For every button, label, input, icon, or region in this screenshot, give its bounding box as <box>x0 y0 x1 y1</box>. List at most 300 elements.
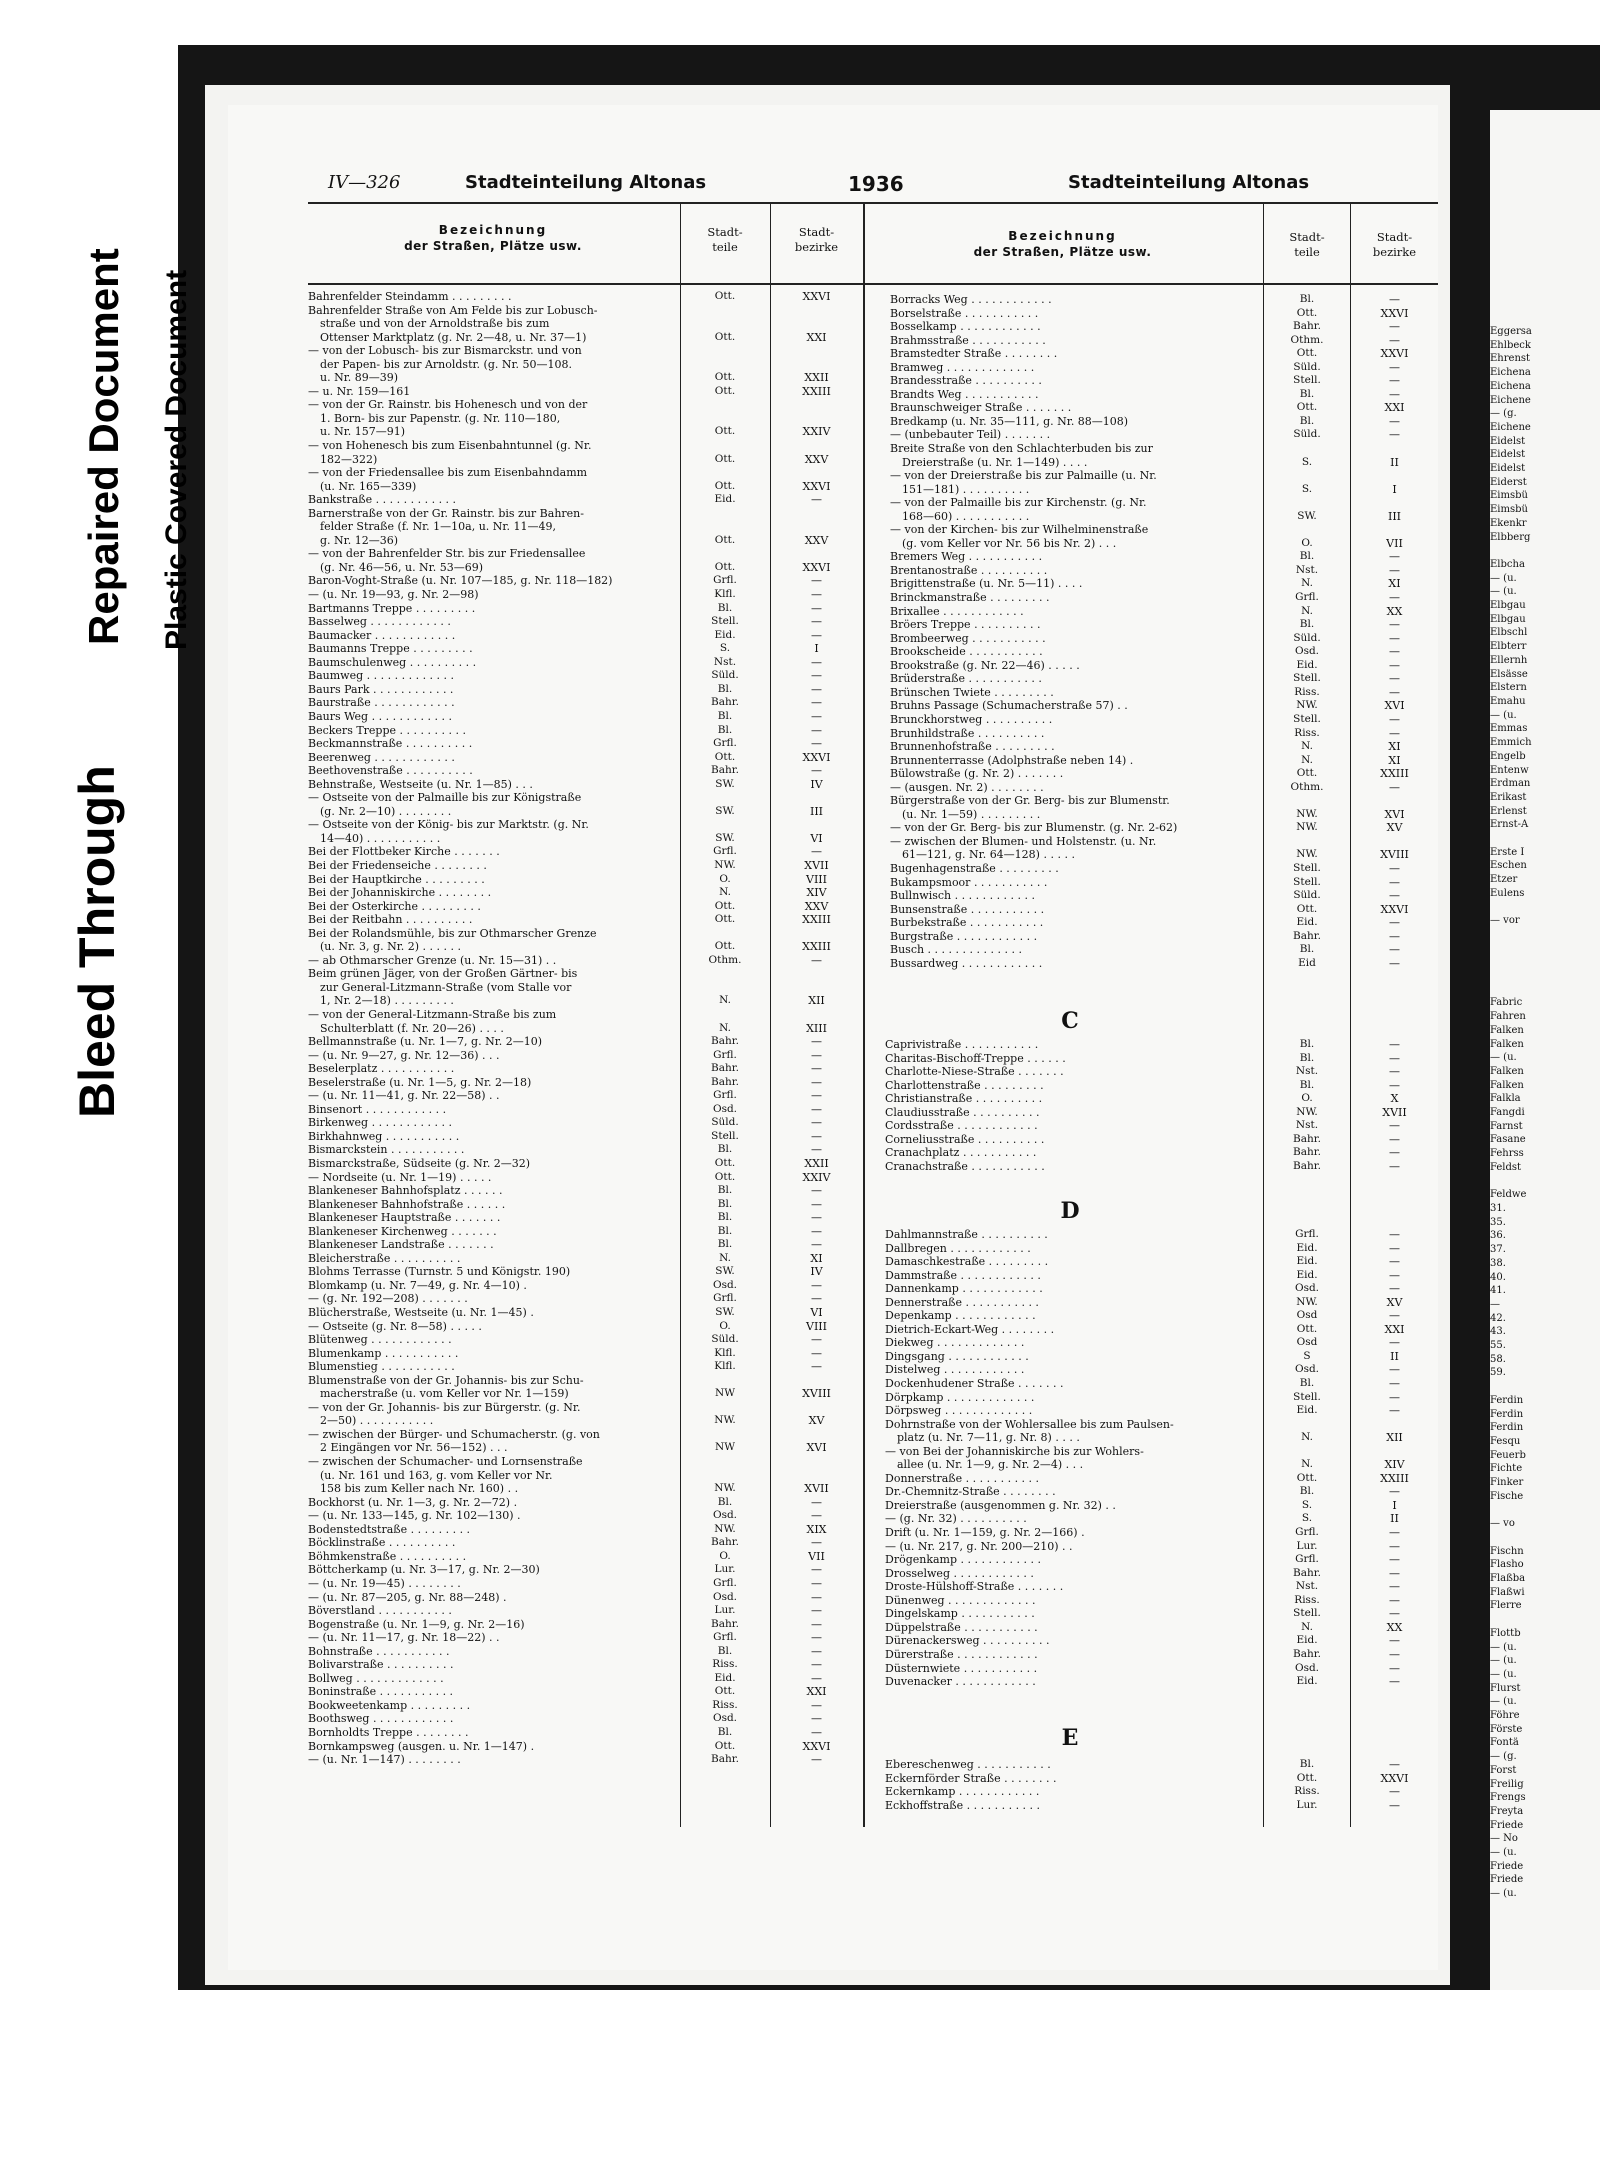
street-name: Brahmsstraße . . . . . . . . . . . <box>890 333 1046 347</box>
stadtteil-cell: Ott. <box>714 384 736 397</box>
bezirk-cell: — <box>811 845 822 859</box>
street-name: Donnerstraße . . . . . . . . . . . <box>885 1471 1040 1485</box>
stadtteil-cell: Eid. <box>714 628 736 641</box>
bezirk-cell: XXVI <box>802 290 831 303</box>
bezirk-cell: — <box>1389 1241 1400 1255</box>
bezirk-cell: XXI <box>1384 401 1405 415</box>
table-row <box>890 374 1438 388</box>
bezirk-cell: — <box>1389 1526 1400 1540</box>
bezirk-cell: XVII <box>1382 1105 1407 1119</box>
stadtteil-cell: SW. <box>715 777 735 790</box>
stadtteil-cell: Bl. <box>717 1495 733 1508</box>
col-header-name-line2: der Straßen, Plätze usw. <box>973 245 1152 259</box>
bezirk-cell: — <box>811 1563 822 1577</box>
street-name: Blumenstraße von der Gr. Johannis- bis zur Schu- <box>308 1373 584 1387</box>
street-name: Brunhildstraße . . . . . . . . . . <box>890 726 1045 740</box>
bezirk-cell: — <box>1389 645 1400 659</box>
table-header-rule <box>308 283 1438 285</box>
street-name: Dörpsweg . . . . . . . . . . . . . <box>885 1404 1033 1418</box>
facing-page-line: 58. <box>1490 1353 1506 1365</box>
table-row <box>890 943 1438 957</box>
facing-page-line: Engelb <box>1490 750 1526 762</box>
stadtteil-cell: Bahr. <box>1293 1132 1321 1145</box>
table-row <box>308 290 863 304</box>
stadtteil-cell: N. <box>1301 1620 1313 1633</box>
stadtteil-cell: SW. <box>715 1306 735 1319</box>
street-name: Blankeneser Kirchenweg . . . . . . . <box>308 1224 497 1238</box>
table-row <box>308 900 863 914</box>
facing-page-line: Elbgau <box>1490 613 1526 625</box>
facing-page-line: Ellernh <box>1490 654 1528 666</box>
stadtteil-cell: Riss. <box>1294 1593 1320 1606</box>
street-name: Bahrenfelder Straße von Am Felde bis zur Lobusch- <box>308 303 598 317</box>
bezirk-cell: XIII <box>806 1021 827 1035</box>
table-row <box>890 442 1438 456</box>
table-row <box>308 1157 863 1171</box>
street-name: 1, Nr. 2—18) . . . . . . . . . <box>320 994 454 1008</box>
street-name: straße und von der Arnoldstraße bis zum <box>320 317 550 331</box>
street-name: Brunnenhofstraße . . . . . . . . . <box>890 740 1055 754</box>
bezirk-cell: — <box>1389 1065 1400 1079</box>
stadtteil-cell: Ott. <box>1296 1771 1318 1784</box>
bezirk-cell: XXIII <box>802 384 831 398</box>
facing-page-line: Elbcha <box>1490 558 1525 570</box>
bezirk-cell: — <box>1389 712 1400 726</box>
stadtteil-cell: Eid. <box>1296 658 1318 671</box>
facing-page-line: — (u. <box>1490 1847 1517 1859</box>
street-name: — Ostseite von der Palmaille bis zur Königstraße <box>308 791 582 805</box>
table-row <box>308 371 863 385</box>
street-name: Blohms Terrasse (Turnstr. 5 und Königstr. 190) <box>308 1265 571 1279</box>
table-row <box>308 507 863 521</box>
table-row <box>308 696 863 710</box>
table-row <box>308 1441 863 1455</box>
facing-page-line <box>1490 901 1600 915</box>
table-row <box>890 754 1438 768</box>
table-row <box>890 577 1438 591</box>
stadtteil-cell: Osd. <box>712 1509 738 1522</box>
stadtteil-cell: N. <box>1301 1458 1313 1471</box>
table-row <box>890 428 1438 442</box>
table-row <box>890 456 1438 470</box>
col-header-stadtteile-line2: teile <box>712 240 738 254</box>
street-name: — (u. Nr. 133—145, g. Nr. 102—130) . <box>308 1509 521 1523</box>
bezirk-cell: — <box>1389 360 1400 374</box>
stadtteil-cell: Ott. <box>714 330 736 343</box>
stadtteil-cell: N. <box>1301 1431 1313 1444</box>
bezirk-cell: — <box>811 737 822 751</box>
facing-page-line: Ferdin <box>1490 1422 1524 1434</box>
col-header-stadtteile-line2: teile <box>1294 245 1320 259</box>
stadtteil-cell: Bl. <box>1299 618 1315 631</box>
street-name: — von der Palmaille bis zur Kirchenstr. (g. Nr. <box>890 496 1147 510</box>
bezirk-cell: XXV <box>804 533 829 547</box>
table-row <box>308 913 863 927</box>
facing-page-line: Ferdin <box>1490 1394 1524 1406</box>
bezirk-cell: — <box>1389 563 1400 577</box>
running-title-left: Stadteinteilung Altonas <box>465 172 707 193</box>
stadtteil-cell: Bahr. <box>711 1062 739 1075</box>
stadtteil-cell: O. <box>719 872 731 885</box>
table-row <box>308 1712 863 1726</box>
stadtteil-cell: NW. <box>714 858 736 871</box>
stadtteil-cell: Riss. <box>712 1658 738 1671</box>
table-row <box>308 1171 863 1185</box>
stadtteil-cell: Bl. <box>1299 1485 1315 1498</box>
table-row <box>308 886 863 900</box>
table-row <box>308 805 863 819</box>
street-name: Cranachstraße . . . . . . . . . . . <box>885 1159 1045 1173</box>
table-row <box>885 1418 1438 1432</box>
bezirk-cell: — <box>1389 550 1400 564</box>
table-row <box>890 618 1438 632</box>
stadtteil-cell: Othm. <box>708 953 742 966</box>
street-name: Böcklinstraße . . . . . . . . . . <box>308 1536 456 1550</box>
bezirk-cell: — <box>811 1048 822 1062</box>
street-name: Bodenstedtstraße . . . . . . . . . <box>308 1522 471 1536</box>
table-row <box>308 1333 863 1347</box>
label-plastic-covered: Plastic Covered Document <box>160 269 193 650</box>
table-row <box>308 1753 863 1767</box>
table-row <box>308 1184 863 1198</box>
facing-page-line: Forst <box>1490 1764 1517 1776</box>
stadtteil-cell: Süld. <box>1293 631 1321 644</box>
street-name: Diekweg . . . . . . . . . . . . . <box>885 1336 1025 1350</box>
bezirk-cell: — <box>1389 1647 1400 1661</box>
bezirk-cell: — <box>811 1671 822 1685</box>
col-header-name-line2: der Straßen, Plätze usw. <box>404 239 582 253</box>
stadtteil-cell: Ott. <box>714 479 736 492</box>
stadtteil-cell: NW. <box>1296 1295 1318 1308</box>
stadtteil-cell: NW <box>715 1441 735 1454</box>
table-row <box>890 564 1438 578</box>
bezirk-cell: XXVI <box>802 560 831 574</box>
bezirk-cell: — <box>1389 929 1400 943</box>
stadtteil-cell: Grfl. <box>713 1292 737 1305</box>
street-name: Bookweetenkamp . . . . . . . . . <box>308 1698 471 1712</box>
bezirk-cell: — <box>1389 861 1400 875</box>
street-name: Bei der Johanniskirche . . . . . . . . <box>308 886 492 900</box>
facing-page-line: Feldst <box>1490 1161 1522 1173</box>
facing-page-line <box>1490 983 1600 997</box>
stadtteil-cell: Bl. <box>1299 1078 1315 1091</box>
street-name: Bullnwisch . . . . . . . . . . . . <box>890 889 1036 903</box>
facing-page-line: Elstern <box>1490 682 1527 694</box>
stadtteil-cell: O. <box>1301 1092 1313 1105</box>
col-header-stadtteile <box>682 225 768 255</box>
label-bleed-through: Bleed Through <box>69 765 125 1118</box>
facing-page-line: Fabric <box>1490 997 1523 1009</box>
stadtteil-cell: NW. <box>1296 848 1318 861</box>
facing-page-line: 55. <box>1490 1340 1506 1352</box>
table-row <box>885 1445 1438 1459</box>
table-row <box>308 1143 863 1157</box>
street-name: Dreierstraße (ausgenommen g. Nr. 32) . . <box>885 1498 1116 1512</box>
stadtteil-cell: NW. <box>1296 807 1318 820</box>
street-name: — (u. Nr. 19—93, g. Nr. 2—98) <box>308 588 479 602</box>
street-name: Schulterblatt (f. Nr. 20—26) . . . . <box>320 1021 504 1035</box>
table-row <box>890 334 1438 348</box>
bezirk-cell: XXVI <box>802 750 831 764</box>
table-row <box>308 832 863 846</box>
table-row <box>308 1523 863 1537</box>
street-name: Bosselkamp . . . . . . . . . . . . <box>890 320 1041 334</box>
street-name: 151—181) . . . . . . . . . . <box>902 482 1030 496</box>
table-row <box>308 385 863 399</box>
table-row <box>308 425 863 439</box>
bezirk-cell: — <box>1389 293 1400 306</box>
street-name: Brunckhorstweg . . . . . . . . . . <box>890 712 1053 726</box>
bezirk-cell: — <box>811 574 822 588</box>
street-name: Bei der Reitbahn . . . . . . . . . . <box>308 913 473 927</box>
bezirk-cell: — <box>1389 916 1400 930</box>
street-name: Brandesstraße . . . . . . . . . . <box>890 374 1042 388</box>
bezirk-cell: — <box>1389 1336 1400 1350</box>
facing-page-line: Falken <box>1490 1065 1524 1077</box>
table-row <box>890 320 1438 334</box>
street-name: Eckernförder Straße . . . . . . . . <box>885 1771 1057 1785</box>
facing-page-top-space <box>1490 110 1600 325</box>
street-name: Bollweg . . . . . . . . . . . . . <box>308 1671 444 1685</box>
street-name: Barnerstraße von der Gr. Rainstr. bis zur Bahren- <box>308 506 584 520</box>
street-name: — (u. Nr. 11—41, g. Nr. 22—58) . . <box>308 1089 500 1103</box>
facing-page-line: Eidelst <box>1490 463 1526 475</box>
facing-page-line: Fischn <box>1490 1545 1524 1557</box>
stadtteil-cell: Grfl. <box>1295 1228 1319 1240</box>
street-name: g. Nr. 12—36) <box>320 533 398 547</box>
table-row <box>308 1089 863 1103</box>
stadtteil-cell: Bahr. <box>711 1536 739 1549</box>
facing-page-line: Falkla <box>1490 1093 1521 1105</box>
stadtteil-cell: Bl. <box>717 1238 733 1251</box>
bezirk-cell: — <box>1389 1566 1400 1580</box>
stadtteil-cell: Süld. <box>1293 889 1321 902</box>
table-row <box>308 1740 863 1754</box>
table-row <box>308 1360 863 1374</box>
bezirk-cell: — <box>811 1509 822 1523</box>
bezirk-cell: — <box>811 1698 822 1712</box>
street-name: zur General-Litzmann-Straße (vom Stalle vor <box>320 980 572 994</box>
bezirk-cell: — <box>1389 726 1400 740</box>
bezirk-cell: — <box>1389 658 1400 672</box>
table-row <box>308 859 863 873</box>
street-name: Bukampsmoor . . . . . . . . . . . <box>890 875 1048 889</box>
bezirk-cell: — <box>811 1211 822 1225</box>
bezirk-cell: XVI <box>806 1441 827 1455</box>
bezirk-cell: — <box>1389 1228 1400 1241</box>
facing-page-line: 31. <box>1490 1203 1506 1214</box>
table-row <box>890 307 1438 321</box>
bezirk-cell: — <box>1389 387 1400 401</box>
street-name: Claudiusstraße . . . . . . . . . . <box>885 1105 1040 1119</box>
street-name: Brinckmanstraße . . . . . . . . . <box>890 591 1050 605</box>
table-row <box>885 1621 1438 1635</box>
facing-page-line: 42. <box>1490 1312 1506 1324</box>
facing-page-line: Elsässe <box>1490 668 1528 680</box>
table-row <box>890 699 1438 713</box>
facing-page-line: Flaßba <box>1490 1572 1526 1584</box>
bezirk-cell: XXII <box>804 1157 829 1170</box>
street-name: — (g. Nr. 32) . . . . . . . . . . <box>885 1512 1027 1526</box>
table-row <box>308 1658 863 1672</box>
street-name: Borracks Weg . . . . . . . . . . . . <box>890 293 1052 306</box>
table-row <box>308 710 863 724</box>
stadtteil-cell: Eid. <box>1296 1675 1318 1688</box>
stadtteil-cell: Riss. <box>1294 726 1320 739</box>
facing-page-line: Friede <box>1490 1860 1524 1872</box>
col-header-bezirke-line2: bezirke <box>1372 245 1417 259</box>
street-name: Bankstraße . . . . . . . . . . . . <box>308 493 457 507</box>
stadtteil-cell: Grfl. <box>1295 1526 1319 1539</box>
stadtteil-cell: Bahr. <box>711 1075 739 1088</box>
stadtteil-cell: Ott. <box>714 371 736 384</box>
street-name: Dockenhudener Straße . . . . . . . <box>885 1377 1064 1391</box>
table-row <box>308 940 863 954</box>
stadtteil-cell: N. <box>719 1251 731 1264</box>
street-name: allee (u. Nr. 1—9, g. Nr. 2—4) . . . <box>897 1458 1084 1472</box>
bezirk-cell: — <box>811 1062 822 1076</box>
bezirk-cell: — <box>1389 1404 1400 1418</box>
table-row <box>885 1065 1438 1079</box>
bezirk-cell: — <box>811 601 822 615</box>
bezirk-cell: — <box>811 615 822 629</box>
bezirk-cell: — <box>811 1224 822 1238</box>
bezirk-cell: — <box>811 1604 822 1618</box>
table-row <box>890 876 1438 890</box>
facing-page-line: Flasho <box>1490 1559 1524 1571</box>
stadtteil-cell: Ott. <box>1296 306 1318 319</box>
street-name: Eckhoffstraße . . . . . . . . . . . <box>885 1798 1041 1812</box>
table-row <box>890 550 1438 564</box>
table-row <box>890 293 1438 307</box>
street-name: Depenkamp . . . . . . . . . . . . <box>885 1309 1036 1323</box>
facing-page-line: — <box>1490 1298 1500 1310</box>
stadtteil-cell: Eid. <box>1296 1255 1318 1268</box>
stadtteil-cell: Osd. <box>1294 1661 1320 1674</box>
stadtteil-cell: Lur. <box>714 1604 736 1617</box>
facing-page-line: — (g. <box>1490 1751 1517 1763</box>
table-row <box>308 1604 863 1618</box>
table-row <box>890 672 1438 686</box>
scan-top-margin <box>0 0 1600 45</box>
street-name: Beckmannstraße . . . . . . . . . . <box>308 737 473 751</box>
table-row <box>885 1567 1438 1581</box>
table-row <box>308 615 863 629</box>
bezirk-cell: — <box>1389 1255 1400 1269</box>
bezirk-cell: II <box>1390 1512 1399 1526</box>
bezirk-cell: — <box>1389 943 1400 957</box>
table-row <box>308 344 863 358</box>
street-name: Bei der Hauptkirche . . . . . . . . . <box>308 872 485 886</box>
facing-page-line: Fehrss <box>1490 1148 1524 1160</box>
table-row <box>885 1296 1438 1310</box>
table-row <box>308 1577 863 1591</box>
street-name: Braunschweiger Straße . . . . . . . <box>890 401 1072 415</box>
street-name: — von der General-Litzmann-Straße bis zum <box>308 1007 557 1021</box>
stadtteil-cell: Bl. <box>1299 1038 1315 1050</box>
facing-page-line: Eidelst <box>1490 435 1526 447</box>
table-row <box>885 1092 1438 1106</box>
stadtteil-cell: Bahr. <box>711 1617 739 1630</box>
table-row <box>885 1133 1438 1147</box>
bezirk-cell: XXVI <box>802 479 831 493</box>
bezirk-cell: — <box>811 1725 822 1739</box>
street-name: Böttcherkamp (u. Nr. 3—17, g. Nr. 2—30) <box>308 1563 540 1577</box>
col-divider-center <box>863 202 865 1827</box>
bezirk-cell: — <box>1389 1758 1400 1771</box>
bezirk-cell: — <box>811 1129 822 1143</box>
bezirk-cell: — <box>811 1644 822 1658</box>
table-row <box>308 480 863 494</box>
table-row <box>308 1265 863 1279</box>
street-name: Dallbregen . . . . . . . . . . . . <box>885 1241 1031 1255</box>
facing-page-line <box>1490 1613 1600 1627</box>
stadtteil-cell: Eid. <box>714 493 736 506</box>
table-row <box>308 304 863 318</box>
street-name: Baurs Park . . . . . . . . . . . . <box>308 682 454 696</box>
facing-page-line: Ernst-A <box>1490 819 1529 831</box>
stadtteil-cell: Eid. <box>714 1671 736 1684</box>
table-row <box>308 967 863 981</box>
table-row <box>885 1431 1438 1445</box>
table-row <box>308 398 863 412</box>
table-row <box>308 1428 863 1442</box>
table-row <box>885 1323 1438 1337</box>
street-name: Baurs Weg . . . . . . . . . . . . <box>308 709 453 723</box>
table-row <box>890 415 1438 429</box>
facing-page-line: 43. <box>1490 1326 1506 1338</box>
stadtteil-cell: NW. <box>714 1482 736 1495</box>
street-name: — zwischen der Blumen- und Holstenstr. (u. Nr. <box>890 834 1157 848</box>
street-name: — von der Lobusch- bis zur Bismarckstr. und von <box>308 344 582 358</box>
table-row <box>890 401 1438 415</box>
stadtteil-cell: Riss. <box>1294 685 1320 698</box>
street-name: Beselerstraße (u. Nr. 1—5, g. Nr. 2—18) <box>308 1075 532 1089</box>
bezirk-cell: XIX <box>806 1522 827 1536</box>
bezirk-cell: — <box>1389 618 1400 632</box>
facing-page-line: 37. <box>1490 1244 1506 1256</box>
bezirk-cell: — <box>811 1075 822 1089</box>
stadtteil-cell: Nst. <box>1295 1580 1319 1593</box>
street-name: (g. vom Keller vor Nr. 56 bis Nr. 2) . . . <box>902 536 1117 550</box>
bezirk-cell: — <box>1389 1798 1400 1812</box>
street-name: 168—60) . . . . . . . . . . . <box>902 509 1030 523</box>
bezirk-cell: XXI <box>806 1685 827 1699</box>
table-row <box>890 821 1438 835</box>
stadtteil-cell: Klfl. <box>714 588 736 601</box>
table-row <box>885 1785 1438 1799</box>
street-name: — von der Friedensallee bis zum Eisenbahndamm <box>308 466 588 480</box>
facing-page-line: Erlenst <box>1490 805 1527 817</box>
bezirk-cell: — <box>811 1116 822 1130</box>
bezirk-cell: XVII <box>804 858 829 872</box>
stadtteil-cell: Bl. <box>717 1197 733 1210</box>
street-name: Bürgerstraße von der Gr. Berg- bis zur Blumenstr. <box>890 794 1170 808</box>
bezirk-cell: — <box>1389 320 1400 334</box>
table-row <box>308 791 863 805</box>
stadtteil-cell: S. <box>719 642 731 655</box>
street-name: Blankeneser Bahnhofstraße . . . . . . <box>308 1197 506 1211</box>
bezirk-cell: — <box>811 1576 822 1590</box>
table-row <box>308 1374 863 1388</box>
stadtteil-cell: Nst. <box>1295 1065 1319 1078</box>
street-name: Brunnenterrasse (Adolphstraße neben 14) . <box>890 753 1134 767</box>
bezirk-cell: XII <box>808 994 825 1008</box>
col-header-stadtteile-line1: Stadt- <box>707 225 743 239</box>
street-name: 61—121, g. Nr. 64—128) . . . . . <box>902 848 1075 862</box>
bezirk-cell: — <box>1389 1038 1400 1051</box>
bezirk-cell: — <box>1389 1390 1400 1404</box>
